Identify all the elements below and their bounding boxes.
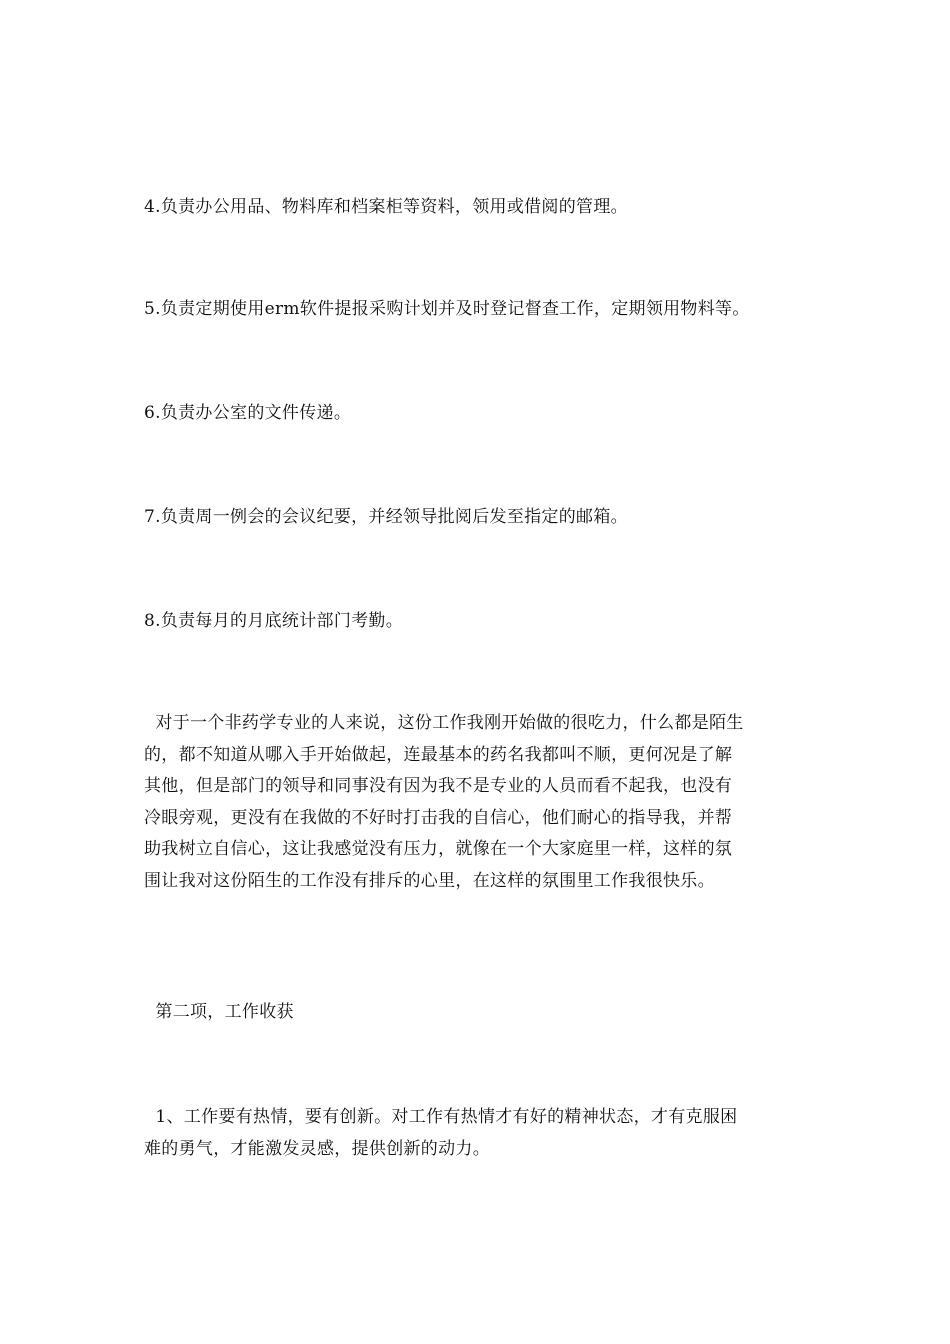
body-paragraph — [144, 1102, 814, 1165]
list-item: 6.负责办公室的文件传递。 — [144, 403, 352, 423]
body-paragraph — [144, 708, 814, 898]
section-heading: 第二项，工作收获 — [144, 1002, 294, 1022]
paragraph-line: 难的勇气，才能激发灵感，提供创新的动力。 — [144, 1138, 490, 1159]
paragraph-line: 对于一个非药学专业的人来说，这份工作我刚开始做的很吃力，什么都是陌生 — [144, 713, 744, 733]
paragraph-line: 其他，但是部门的领导和同事没有因为我不是专业的人员而看不起我，也没有 — [144, 776, 733, 797]
list-item: 7.负责周一例会的会议纪要，并经领导批阅后发至指定的邮箱。 — [144, 507, 628, 527]
list-item: 5.负责定期使用erm软件提报采购计划并及时登记督查工作，定期领用物料等。 — [144, 299, 750, 319]
paragraph-line: 助我树立自信心，这让我感觉没有压力，就像在一个大家庭里一样，这样的氛 — [144, 839, 733, 860]
paragraph-line: 的，都不知道从哪入手开始做起，连最基本的药名我都叫不顺，更何况是了解 — [144, 744, 733, 765]
list-item: 8.负责每月的月底统计部门考勤。 — [144, 611, 404, 631]
paragraph-line: 1、工作要有热情，要有创新。对工作有热情才有好的精神状态，才有克服困 — [144, 1107, 738, 1127]
list-item: 4.负责办公用品、物料库和档案柜等资料，领用或借阅的管理。 — [144, 197, 628, 217]
paragraph-line: 冷眼旁观，更没有在我做的不好时打击我的自信心，他们耐心的指导我，并帮 — [144, 807, 733, 828]
paragraph-line: 围让我对这份陌生的工作没有排斥的心里，在这样的氛围里工作我很快乐。 — [144, 870, 715, 891]
